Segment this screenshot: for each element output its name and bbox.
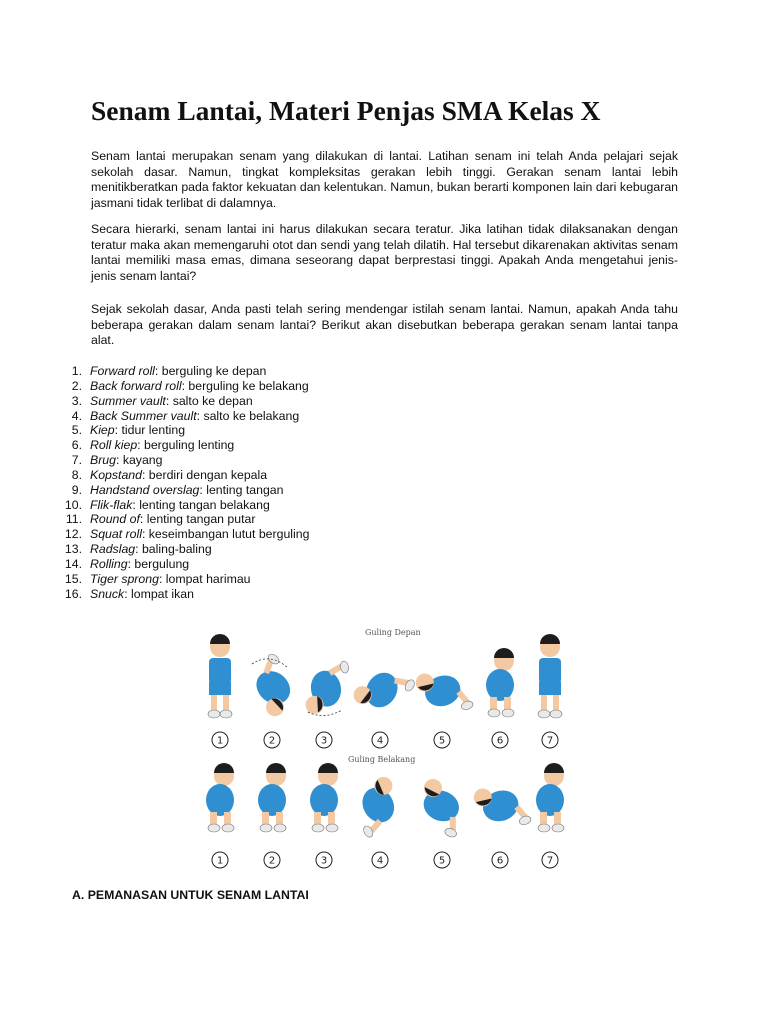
move-description: : baling-baling [135, 542, 212, 557]
move-description: : berguling lenting [137, 438, 235, 453]
move-term: Radslag [90, 542, 136, 557]
list-item [60, 409, 460, 424]
move-term: Kopstand [90, 467, 142, 482]
step-number-label: 6 [496, 855, 504, 867]
list-item-number: 8. [71, 467, 82, 482]
step-number-label: 3 [320, 735, 328, 747]
move-term: Snuck [90, 586, 125, 601]
gymnast-figure [208, 634, 232, 718]
step-number-label: 7 [546, 855, 554, 867]
move-description: : lenting tangan belakang [132, 497, 270, 512]
list-item-number: 6. [71, 438, 82, 453]
gymnast-figure [350, 658, 416, 723]
list-item [60, 527, 460, 542]
label-guling-depan: Guling Depan [365, 628, 421, 637]
step-number [434, 852, 450, 868]
step-number-label: 1 [216, 855, 224, 867]
move-description: : keseimbangan lutut berguling [141, 527, 310, 542]
step-number-label: 5 [438, 855, 446, 867]
list-item [60, 572, 460, 587]
list-item-number: 12. [64, 527, 82, 542]
page-title: Senam Lantai, Materi Penjas SMA Kelas X [91, 95, 601, 126]
gymnast-figure [310, 763, 338, 832]
list-item [60, 512, 460, 527]
step-number-label: 2 [268, 855, 276, 867]
step-number [492, 852, 508, 868]
step-number [264, 732, 280, 748]
gymnast-figure [486, 648, 514, 717]
gymnast-figure [299, 661, 355, 716]
move-description: : lompat ikan [124, 586, 194, 601]
gymnast-figure [471, 776, 532, 838]
list-item [60, 438, 460, 453]
list-item-number: 15. [64, 571, 82, 586]
list-item [60, 557, 460, 572]
step-number [212, 732, 228, 748]
list-item [60, 483, 460, 498]
list-item-number: 11. [65, 512, 82, 527]
rolling-illustration [190, 616, 580, 880]
list-item-number: 5. [71, 423, 82, 438]
move-term: Squat roll [90, 527, 142, 542]
paragraph-hierarchy: Secara hierarki, senam lantai ini harus dilakukan secara teratur. Jika latihan tidak dilaksanakan dengan teratur maka akan memengaruhi otot dan sendi yang telah dilatih. Hal tersebut dikarenakan aktivitas senam lantai memiliki masa emas, dimana seseorang dapat berprestasi tinggi. Apakah Anda mengetahui jenis-jenis senam lantai? [91, 222, 678, 283]
move-term: Round of [90, 512, 140, 527]
step-number [264, 852, 280, 868]
move-description: : kayang [115, 453, 163, 468]
move-term: Summer vault [90, 393, 166, 408]
move-term: Tiger sprong [90, 571, 159, 586]
list-item-number: 14. [64, 556, 82, 571]
gymnast-figure [258, 763, 286, 832]
step-number [372, 852, 388, 868]
step-number [492, 732, 508, 748]
move-description: : berguling ke belakang [181, 378, 309, 393]
step-number-label: 4 [376, 855, 384, 867]
move-term: Handstand overslag [90, 482, 200, 497]
label-guling-belakang: Guling Belakang [348, 755, 416, 764]
step-number [542, 852, 558, 868]
move-term: Back Summer vault [90, 408, 197, 423]
step-number-label: 2 [268, 735, 276, 747]
step-number-label: 6 [496, 735, 504, 747]
move-description: : bergulung [127, 556, 190, 571]
step-number-label: 1 [216, 735, 224, 747]
list-item [60, 423, 460, 438]
move-term: Roll kiep [90, 438, 138, 453]
move-term: Brug [90, 453, 116, 468]
list-item [60, 379, 460, 394]
list-item-number: 1. [71, 364, 82, 378]
list-item-number: 4. [71, 408, 82, 423]
gymnast-figure [536, 763, 564, 832]
gymnast-figure [240, 652, 308, 720]
list-item [60, 453, 460, 468]
gymnast-figure [538, 634, 562, 718]
move-term: Flik-flak [90, 497, 133, 512]
move-description: : berguling ke depan [154, 364, 267, 378]
move-description: : tidur lenting [114, 423, 186, 438]
paragraph-intro: Senam lantai merupakan senam yang dilakukan di lantai. Latihan senam ini telah Anda pelajari sejak sekolah dasar. Namun, tingkat kompleksitas gerakan lebih tinggi. Gerakan senam lantai lebih menitikberatkan pada faktor kekuatan dan kelentukan. Namun, bukan berarti komponen lain dari kebugaran jasmani tidak terlibat di dalamnya. [91, 149, 678, 210]
list-item [60, 394, 460, 409]
move-term: Rolling [90, 556, 128, 571]
step-number [212, 852, 228, 868]
step-number-label: 3 [320, 855, 328, 867]
section-heading: A. PEMANASAN UNTUK SENAM LANTAI [72, 888, 309, 902]
gymnast-figure [411, 776, 472, 838]
list-item-number: 9. [71, 482, 82, 497]
move-description: : lenting tangan [199, 482, 284, 497]
step-number [542, 732, 558, 748]
gymnast-figure [344, 774, 410, 839]
moves-list [60, 364, 460, 602]
step-number-label: 4 [376, 735, 384, 747]
step-number [316, 852, 332, 868]
move-term: Back forward roll [90, 378, 182, 393]
list-item [60, 542, 460, 557]
move-description: : lompat harimau [158, 571, 251, 586]
list-item [60, 468, 460, 483]
step-number-label: 5 [438, 735, 446, 747]
move-description: : salto ke depan [165, 393, 253, 408]
move-description: : berdiri dengan kepala [141, 467, 268, 482]
step-number [372, 732, 388, 748]
list-item-number: 2. [71, 378, 82, 393]
list-item-number: 13. [64, 542, 82, 557]
paragraph-moves-intro: Sejak sekolah dasar, Anda pasti telah sering mendengar istilah senam lantai. Namun, apakah Anda tahu beberapa gerakan dalam senam lantai? Berikut akan disebutkan beberapa gerakan senam lantai tanpa alat. [91, 302, 678, 347]
step-number-label: 7 [546, 735, 554, 747]
list-item [60, 498, 460, 513]
gymnast-figure [413, 661, 474, 723]
step-number [316, 732, 332, 748]
move-description: : lenting tangan putar [139, 512, 256, 527]
list-item-number: 3. [71, 393, 82, 408]
list-item-number: 10. [64, 497, 82, 512]
list-item-number: 16. [64, 586, 82, 601]
gymnast-figure [206, 763, 234, 832]
list-item [60, 364, 460, 379]
step-number [434, 732, 450, 748]
move-description: : salto ke belakang [196, 408, 300, 423]
list-item-number: 7. [71, 453, 82, 468]
move-term: Kiep [90, 423, 115, 438]
list-item [60, 587, 460, 602]
move-term: Forward roll [90, 364, 155, 378]
